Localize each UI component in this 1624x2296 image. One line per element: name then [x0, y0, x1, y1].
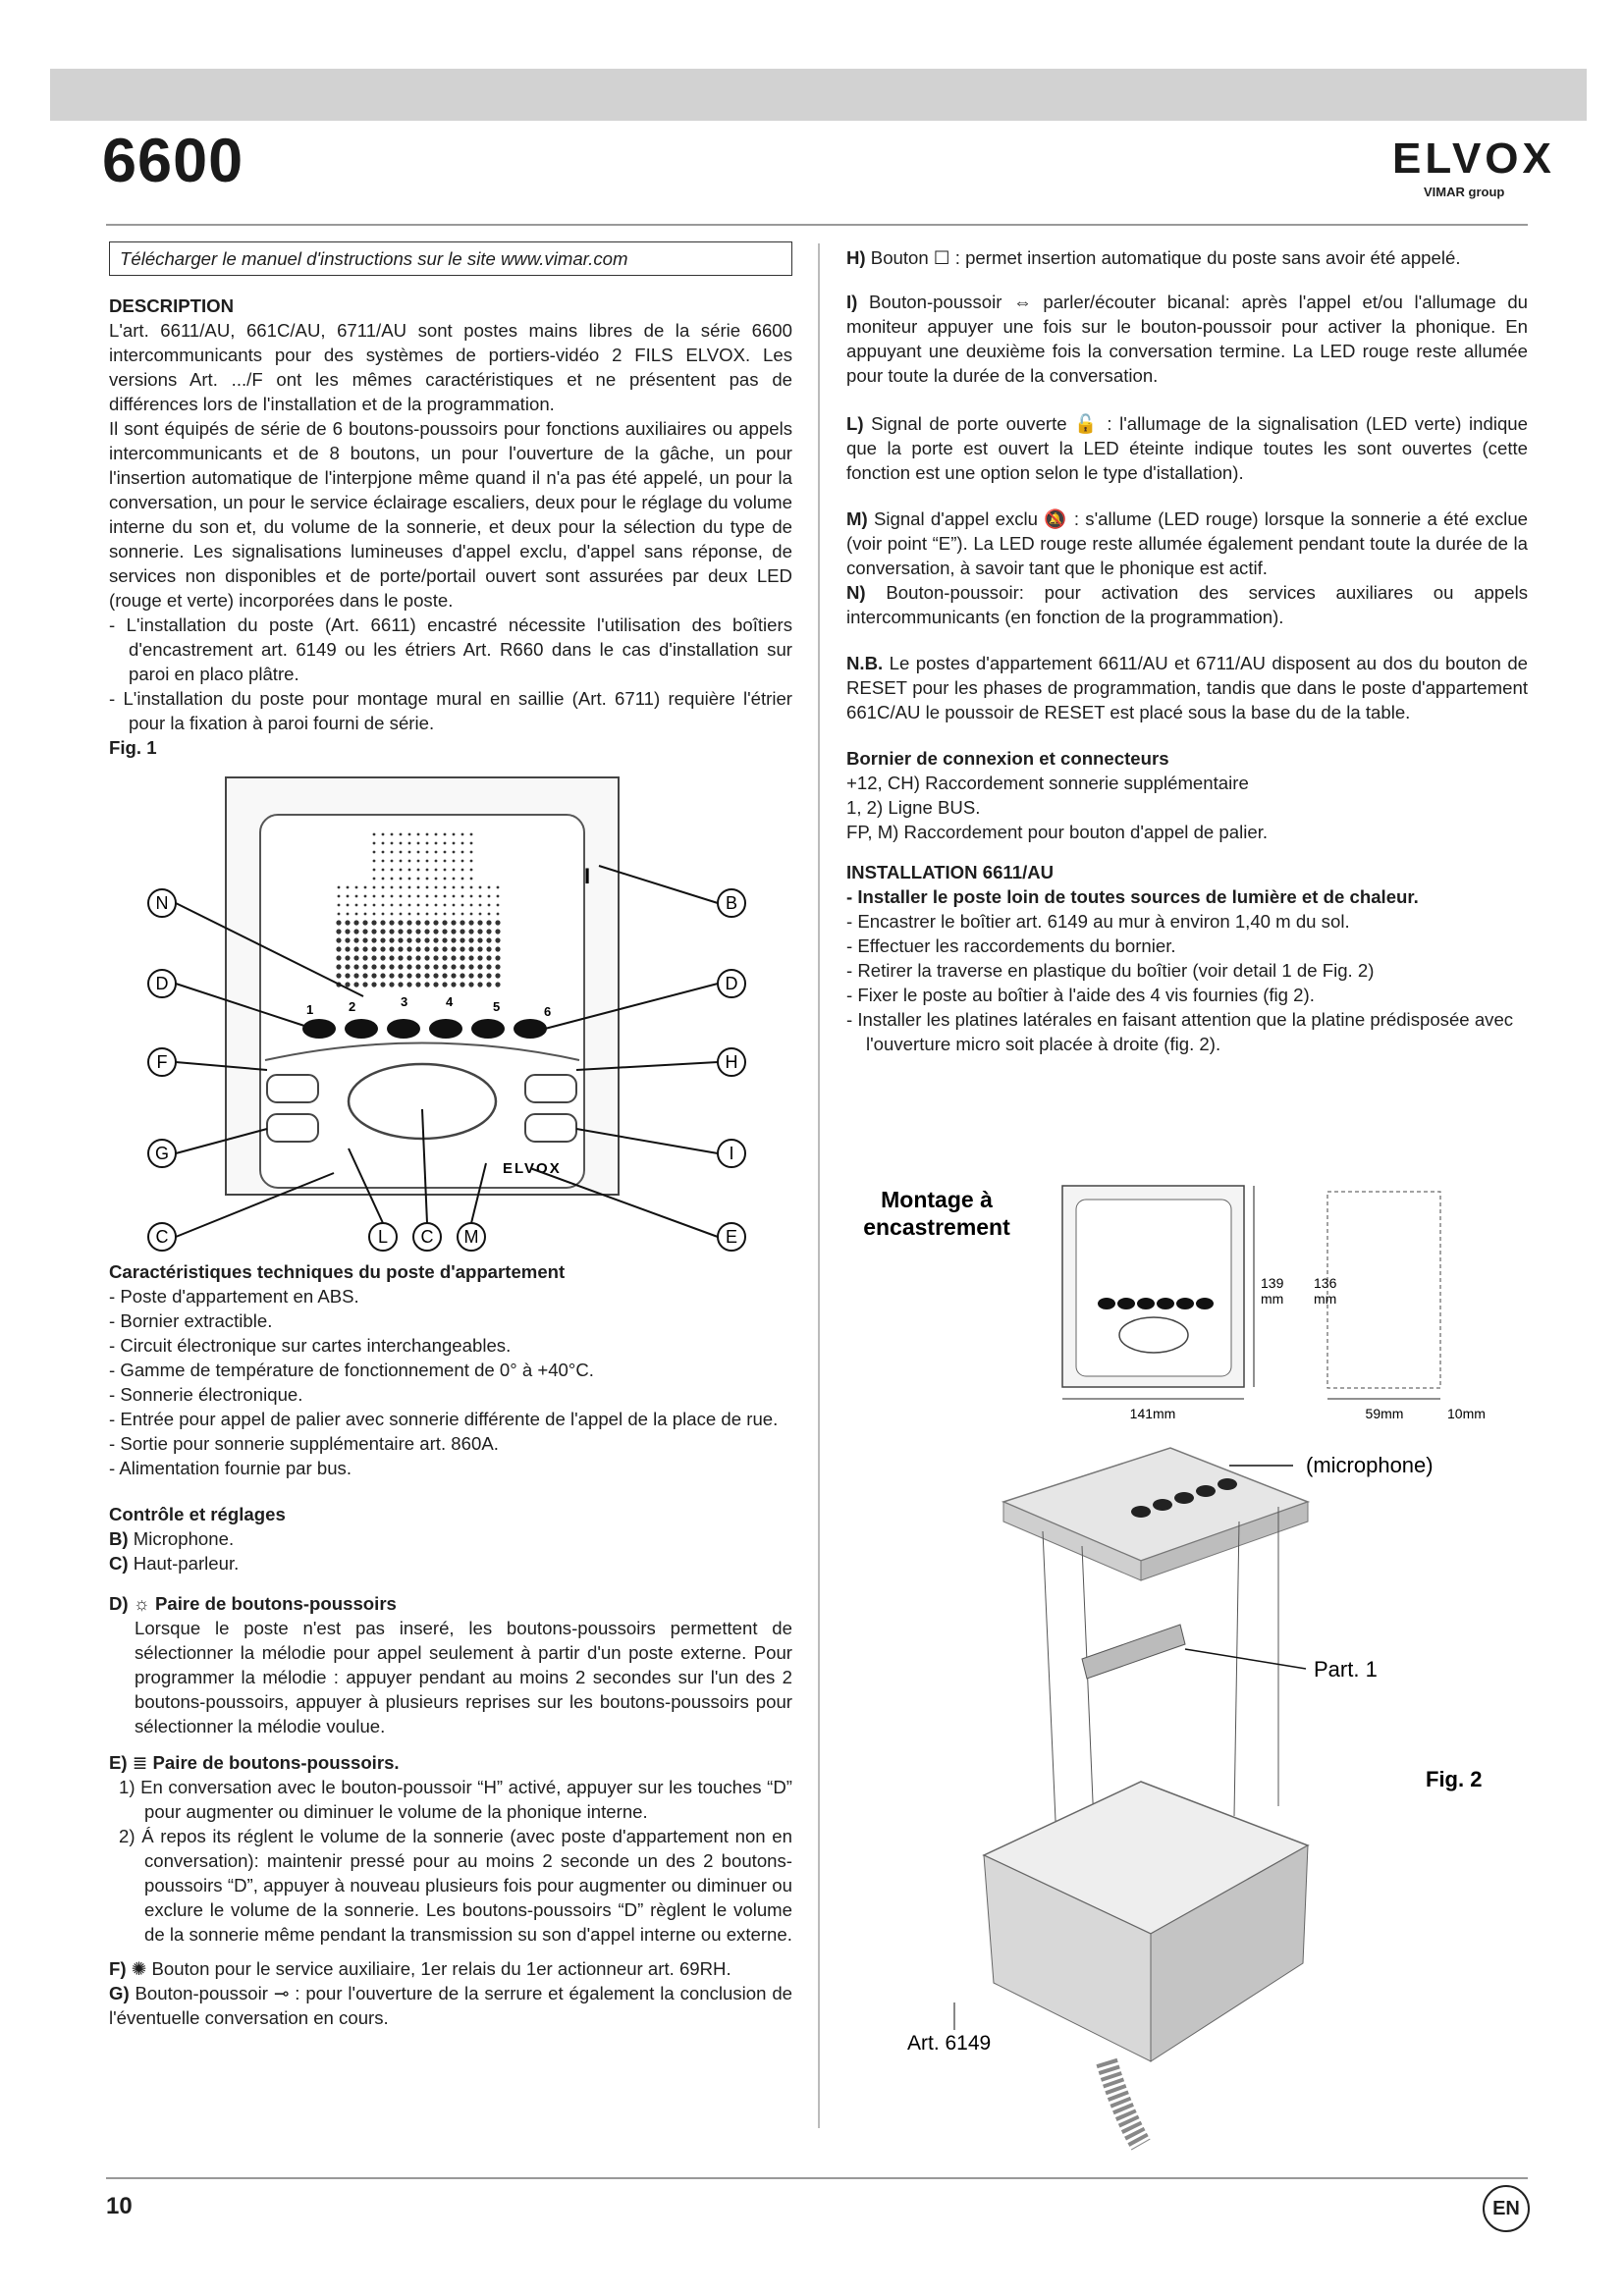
nb-note: N.B. Le postes d'appartement 6611/AU et 6711/AU disposent au dos du bouton de RESET pour les phases de programmation, tandis que dans le poste d'appartement 661C/AU le poussoir de RESET est placé sous la base du de la table.	[846, 653, 1528, 722]
dim-depth-height: 136	[1314, 1275, 1337, 1291]
button-number: 1	[306, 1002, 314, 1017]
right-key-lower	[525, 1114, 576, 1142]
square-icon: ☐	[933, 247, 950, 268]
button-number: 3	[401, 994, 408, 1009]
install-item: - Retirer la traverse en plastique du boîtier (voir detail 1 de Fig. 2)	[846, 960, 1375, 981]
brand-sub: VIMAR group	[1424, 185, 1505, 199]
brand-logo	[1392, 134, 1555, 199]
right-column	[846, 245, 1528, 1056]
button-number: 5	[493, 999, 501, 1014]
figure-1	[137, 775, 766, 1266]
fig1-brand: ELVOX	[503, 1160, 562, 1177]
button-number: 6	[544, 1004, 552, 1019]
description-bullet: - L'installation du poste (Art. 6611) encastré nécessite l'utilisation des boîtiers d'encastrement art. 6149 ou les étriers Art. R660 dans le cas d'installation sur paroi en placo plâtre.	[109, 614, 792, 684]
description-bullet: - L'installation du poste pour montage mural en saillie (Art. 6711) requière l'étrier pour la fixation à paroi fourni de série.	[109, 688, 792, 733]
tech-item: - Entrée pour appel de palier avec sonnerie différente de l'appel de la place de rue.	[109, 1409, 779, 1429]
bornier-item: +12, CH) Raccordement sonnerie supplémentaire	[846, 773, 1249, 793]
control-m: M) Signal d'appel exclu 🔕 : s'allume (LED rouge) lorsque la sonnerie a été exclue (voir point “E”). La LED rouge reste allumée également pendant toute la durée de la conversation, à savoir tant que le phonique est actif.	[846, 508, 1528, 578]
montage-label-2: encastrement	[863, 1214, 1010, 1240]
callout-label: G	[154, 1144, 170, 1163]
left-key-upper	[267, 1075, 318, 1102]
part-1	[1082, 1625, 1185, 1679]
tech-item: - Circuit électronique sur cartes interchangeables.	[109, 1335, 512, 1356]
volume-icon: ≣	[132, 1752, 148, 1773]
sun-icon: ☼	[133, 1593, 150, 1614]
install-title: INSTALLATION 6611/AU	[846, 862, 1055, 882]
install-item: - Encastrer le boîtier art. 6149 au mur à environ 1,40 m du sol.	[846, 911, 1350, 932]
header-rule	[106, 224, 1528, 226]
control-f: F) ✺ Bouton pour le service auxiliaire, 1er relais du 1er actionneur art. 69RH.	[109, 1958, 731, 1979]
control-g: G) Bouton-poussoir ⊸ : pour l'ouverture de la serrure et également la conclusion de l'éventuelle conversation en cours.	[109, 1983, 792, 2028]
conduit	[1107, 2061, 1141, 2145]
bornier-title: Bornier de connexion et connecteurs	[846, 748, 1169, 769]
tech-item: - Poste d'appartement en ABS.	[109, 1286, 359, 1307]
callout-label: F	[156, 1052, 168, 1072]
bell-off-icon: 🔕	[1044, 508, 1068, 529]
control-b: B) Microphone.	[109, 1528, 235, 1549]
callout-label: N	[155, 893, 169, 913]
tech-item: - Alimentation fournie par bus.	[109, 1458, 352, 1478]
part1-label: Part. 1	[1314, 1657, 1378, 1682]
tech-item: - Sonnerie électronique.	[109, 1384, 303, 1405]
control-d-text: Lorsque le poste n'est pas inseré, les boutons-poussoirs permettent de sélectionner la mélodie pour appel seulement à partir d'un poste externe. Pour programmer la mélodie : appuyer pendant au moins 2 secondes sur l'un des 2 boutons-poussoirs, appuyer à plusieurs reprises sur les boutons-poussoirs pour sélectionner la mélodie voulue.	[135, 1618, 792, 1736]
figure-2	[846, 1178, 1528, 2160]
tech-title: Caractéristiques techniques du poste d'appartement	[109, 1261, 566, 1282]
install-item: - Fixer le poste au boîtier à l'aide des 4 vis fournies (fig 2).	[846, 985, 1315, 1005]
right-key-upper	[525, 1075, 576, 1102]
tech-item: - Bornier extractible.	[109, 1310, 273, 1331]
dim-unit: mm	[1314, 1291, 1337, 1307]
brand-name: ELVOX	[1392, 134, 1555, 183]
button-number: 2	[349, 999, 356, 1014]
callout-label: L	[377, 1227, 389, 1247]
tech-item: - Sortie pour sonnerie supplémentaire art. 860A.	[109, 1433, 499, 1454]
column-divider	[818, 243, 820, 2128]
description-p2: Il sont équipés de série de 6 boutons-poussoirs pour fonctions auxiliaires ou appels intercommunicants et de 8 boutons, un pour l'ouverture de la gâche, un pour l'insertion automatique de l'interpjone même quand il n'a pas été appelé, un pour la conversation, un pour le service éclairage escaliers, deux pour le réglage du volume interne du son et, du volume de la sonnerie, et deux pour la sélection du type de sonnerie. Les signalisations lumineuses d'appel exclu, d'appel sans réponse, de services non disponibles et de porte/portail ouvert sont assurées par deux LED (rouge et verte) incorporées dans le poste.	[109, 418, 792, 611]
language-badge: EN	[1483, 2185, 1530, 2232]
padlock-icon: 🔓	[1074, 413, 1100, 434]
install-item: - Effectuer les raccordements du bornier.	[846, 935, 1176, 956]
fig2-caption: Fig. 2	[1426, 1767, 1483, 1791]
callout-label: I	[729, 1144, 734, 1163]
control-h: H) Bouton ☐ : permet insertion automatique du poste sans avoir été appelé.	[846, 247, 1461, 268]
dim-ten: 10mm	[1447, 1406, 1486, 1421]
install-item: - Installer les platines latérales en faisant attention que la platine prédisposée avec l'ouverture micro soit placée à droite (fig. 2).	[846, 1009, 1514, 1054]
callout-label: M	[463, 1227, 479, 1247]
fig1-marker: I	[584, 864, 591, 888]
callout-label: H	[725, 1052, 738, 1072]
control-c: C) Haut-parleur.	[109, 1553, 240, 1574]
left-column	[109, 241, 792, 760]
dim-depth: 59mm	[1365, 1406, 1404, 1421]
control-e-title: E) ≣ Paire de boutons-poussoirs.	[109, 1752, 400, 1773]
control-e-1: 1) En conversation avec le bouton-poussoir “H” activé, appuyer sur les touches “D” pour augmenter ou diminuer le volume de la phonique interne.	[119, 1777, 792, 1822]
art-label: Art. 6149	[907, 2032, 992, 2055]
control-i: I) Bouton-poussoir ⇔ parler/écouter bicanal: après l'appel et/ou l'allumage du moniteur appuyer une fois sur le bouton-poussoir pour activer la phonique. En appuyant une deuxième fois la conversation termine. La LED rouge reste allumée pour toute la durée de la conversation.	[846, 292, 1529, 386]
control-d-title: D) ☼ Paire de boutons-poussoirs	[109, 1593, 397, 1614]
download-note: Télécharger le manuel d'instructions sur le site www.vimar.com	[109, 241, 792, 276]
callout-label: D	[155, 974, 169, 993]
callout-label: E	[725, 1227, 738, 1247]
controls-title: Contrôle et réglages	[109, 1504, 286, 1524]
left-column-lower	[109, 1259, 792, 2030]
page-number: 10	[106, 2193, 133, 2219]
description-title: DESCRIPTION	[109, 295, 235, 316]
bornier-item: 1, 2) Ligne BUS.	[846, 797, 981, 818]
left-key-lower	[267, 1114, 318, 1142]
control-e-2: 2) Á repos its réglent le volume de la sonnerie (avec poste d'appartement non en conversation): maintenir pressé pour au moins 2 seconde un des 2 boutons-poussoirs “D”, appuyer à nouveau plusieurs fois pour augmenter ou diminuer ou exclure le volume de la sonnerie. Les boutons-poussoirs “D” règlent le volume de la sonnerie même pendant la transmission su son d'appel interne ou externe.	[119, 1826, 792, 1945]
light-icon: ✺	[131, 1958, 147, 1979]
callout-label: D	[725, 974, 738, 993]
talk-icon: ⇔	[1013, 292, 1032, 312]
key-icon: ⊸	[273, 1983, 290, 2003]
control-l: L) Signal de porte ouverte 🔓 : l'allumage de la signalisation (LED verte) indique que la porte est ouvert la LED éteinte indique toutes les sont ouvertes (cette fonction est une option selon le type d'istallation).	[846, 413, 1528, 483]
callout-label: B	[725, 893, 738, 913]
tech-item: - Gamme de température de fonctionnement de 0° à +40°C.	[109, 1360, 594, 1380]
fig1-caption: Fig. 1	[109, 737, 157, 758]
install-bold: - Installer le poste loin de toutes sources de lumière et de chaleur.	[846, 886, 1419, 907]
top-band	[50, 69, 1587, 121]
control-n: N) Bouton-poussoir: pour activation des services auxiliares ou appels intercommunicants (en fonction de la programmation).	[846, 582, 1528, 627]
microphone-label: (microphone)	[1306, 1453, 1434, 1477]
dim-width: 141mm	[1129, 1406, 1176, 1421]
button-number: 4	[446, 994, 454, 1009]
dim-unit: mm	[1261, 1291, 1284, 1307]
model-number: 6600	[102, 127, 244, 195]
side-view	[1327, 1192, 1440, 1388]
callout-label: C	[155, 1227, 169, 1247]
bornier-item: FP, M) Raccordement pour bouton d'appel de palier.	[846, 822, 1269, 842]
dim-height: 139	[1261, 1275, 1284, 1291]
description-p1: L'art. 6611/AU, 661C/AU, 6711/AU sont postes mains libres de la série 6600 intercommunicants pour des systèmes de portiers-vidéo 2 FILS ELVOX. Les versions Art. .../F ont les mêmes caractéristiques et ne présentent pas de différences lors de l'installation et de la programmation.	[109, 320, 792, 414]
callout-label: C	[420, 1227, 434, 1247]
montage-label: Montage à	[881, 1187, 993, 1212]
footer-rule	[106, 2177, 1528, 2179]
